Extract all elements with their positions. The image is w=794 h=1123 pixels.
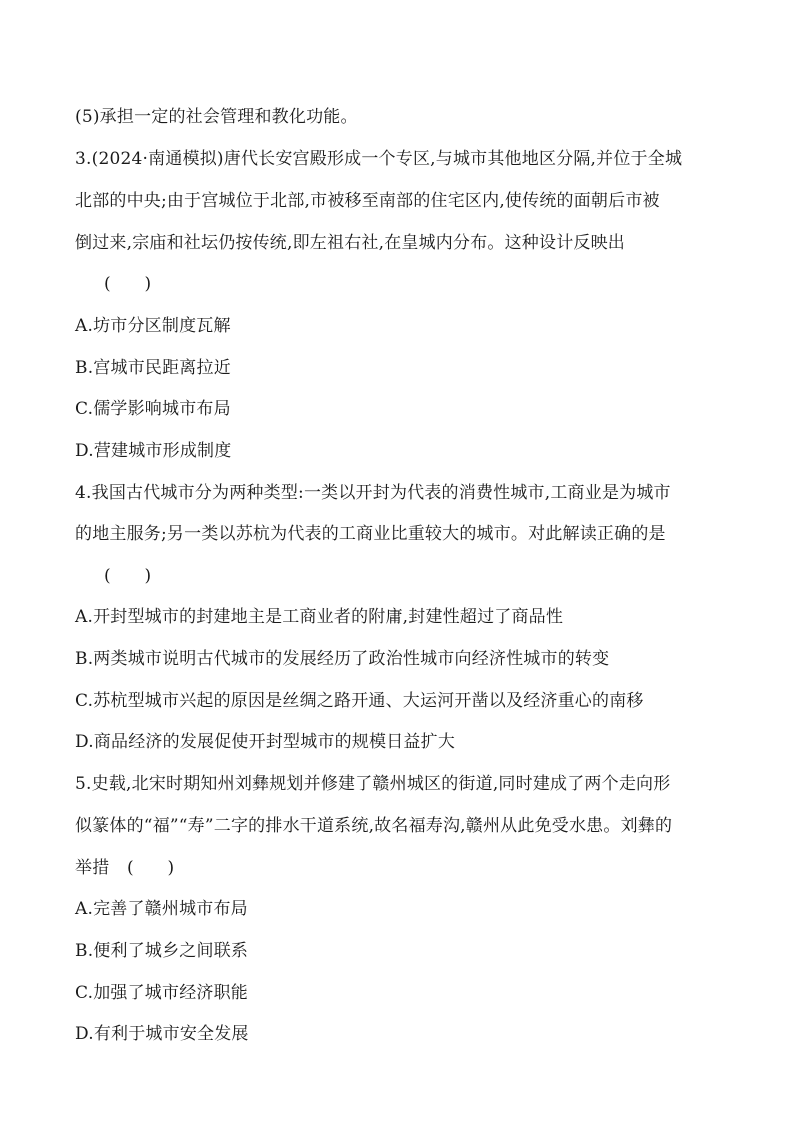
- q3-option-a: A.坊市分区制度瓦解: [75, 316, 231, 336]
- intro-line: (5)承担一定的社会管理和教化功能。: [75, 107, 358, 127]
- q4-option-c: C.苏杭型城市兴起的原因是丝绸之路开通、大运河开凿以及经济重心的南移: [75, 691, 644, 711]
- q3-option-b: B.宫城市民距离拉近: [75, 358, 231, 378]
- q4-option-d: D.商品经济的发展促使开封型城市的规模日益扩大: [75, 732, 456, 752]
- q5-option-c: C.加强了城市经济职能: [75, 983, 249, 1003]
- q4-stem-line-2: 的地主服务;另一类以苏杭为代表的工商业比重较大的城市。对此解读正确的是: [75, 524, 666, 544]
- q3-option-d: D.营建城市形成制度: [75, 441, 232, 461]
- q3-stem-line-1: 3.(2024·南通模拟)唐代长安宫殿形成一个专区,与城市其他地区分隔,并位于全城: [75, 149, 683, 169]
- q5-option-a: A.完善了赣州城市布局: [75, 899, 248, 919]
- q4-option-a: A.开封型城市的封建地主是工商业者的附庸,封建性超过了商品性: [75, 607, 564, 627]
- q4-option-b: B.两类城市说明古代城市的发展经历了政治性城市向经济性城市的转变: [75, 649, 610, 669]
- q3-stem-line-3: 倒过来,宗庙和社坛仍按传统,即左祖右社,在皇城内分布。这种设计反映出: [75, 233, 626, 253]
- q5-stem-line-2: 似篆体的“福”“寿”二字的排水干道系统,故名福寿沟,赣州从此免受水患。刘彝的: [75, 816, 673, 836]
- q5-stem-line-1: 5.史载,北宋时期知州刘彝规划并修建了赣州城区的街道,同时建成了两个走向形: [75, 774, 671, 794]
- q4-stem-line-1: 4.我国古代城市分为两种类型:一类以开封为代表的消费性城市,工商业是为城市: [75, 483, 671, 503]
- q5-answer-bracket: ( ): [127, 858, 175, 878]
- q3-answer-bracket: ( ): [104, 274, 152, 294]
- q3-stem-line-2: 北部的中央;由于宫城位于北部,市被移至南部的住宅区内,使传统的面朝后市被: [75, 191, 660, 211]
- q4-answer-bracket: ( ): [104, 566, 152, 586]
- q5-option-d: D.有利于城市安全发展: [75, 1024, 249, 1044]
- q5-stem-line-3: 举措: [75, 858, 110, 878]
- q3-option-c: C.儒学影响城市布局: [75, 399, 231, 419]
- q5-option-b: B.便利了城乡之间联系: [75, 941, 249, 961]
